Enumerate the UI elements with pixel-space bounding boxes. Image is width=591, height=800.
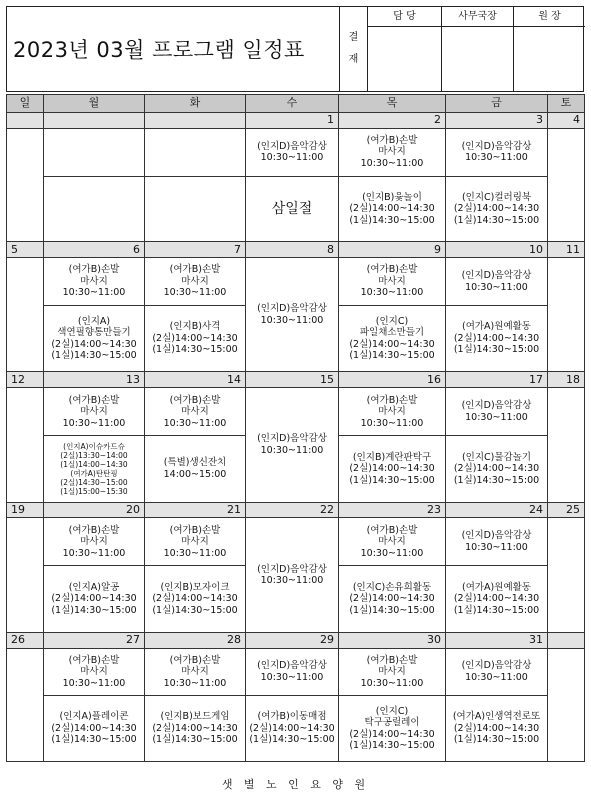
event-text: (여가B)이동매점 (2실)14:00~14:30 (1실)14:30~15:00 xyxy=(249,711,335,746)
approval-column-director xyxy=(514,7,585,91)
day-cell xyxy=(44,306,145,372)
day-cell xyxy=(145,388,246,436)
event-row xyxy=(7,258,585,306)
approval-label-bottom: 재 xyxy=(348,54,359,65)
day-cell xyxy=(446,648,548,696)
event-row xyxy=(7,388,585,436)
event-text: (인지A)이슈카드슈 (2실)13:30~14:00 (1실)14:00~14:30 (여가A)탄탄핑 (2실)14:30~15:00 (1실)15:00~15:30 xyxy=(60,441,128,496)
event-text: 삼일절 xyxy=(271,200,313,217)
day-header: 일 xyxy=(7,95,44,113)
date-cell: 5 xyxy=(7,242,44,258)
event-text: (여가A)인생역전로또 (2실)14:00~14:30 (1실)14:30~15:00 xyxy=(452,711,541,746)
date-row xyxy=(7,112,585,128)
day-cell xyxy=(246,176,339,242)
date-cell xyxy=(44,112,145,128)
day-cell xyxy=(339,696,446,762)
event-text: (인지A)알공 (2실)14:00~14:30 (1실)14:30~15:00 xyxy=(51,581,137,616)
approval-column-label: 담 당 xyxy=(368,7,441,27)
event-text: (여가B)손발 마사지 10:30~11:00 xyxy=(360,394,424,429)
day-header: 토 xyxy=(548,95,585,113)
header-box xyxy=(6,6,584,92)
day-cell xyxy=(339,128,446,176)
date-cell xyxy=(7,112,44,128)
date-row xyxy=(7,372,585,388)
day-cell xyxy=(446,696,548,762)
date-cell: 28 xyxy=(145,632,246,648)
day-header: 목 xyxy=(339,95,446,113)
date-row xyxy=(7,242,585,258)
day-cell xyxy=(145,436,246,502)
date-cell: 22 xyxy=(246,502,339,518)
day-cell xyxy=(246,388,339,502)
event-text: (인지D)음악감상 10:30~11:00 xyxy=(257,303,327,326)
approval-label xyxy=(340,7,368,91)
date-cell xyxy=(548,632,585,648)
date-cell: 31 xyxy=(446,632,548,648)
approval-column-label: 원 장 xyxy=(514,7,585,27)
day-cell xyxy=(548,388,585,502)
event-text: (인지B)모자이크 (2실)14:00~14:30 (1실)14:30~15:00 xyxy=(152,581,238,616)
page-title: 2023년 03월 프로그램 일정표 xyxy=(7,7,340,91)
event-text: (여가B)손발 마사지 10:30~11:00 xyxy=(360,134,424,169)
date-cell: 27 xyxy=(44,632,145,648)
day-cell xyxy=(339,176,446,242)
event-row xyxy=(7,128,585,176)
day-cell xyxy=(145,128,246,176)
event-text: (여가B)손발 마사지 10:30~11:00 xyxy=(163,394,227,429)
day-cell xyxy=(44,128,145,176)
date-cell: 24 xyxy=(446,502,548,518)
event-text: (여가B)손발 마사지 10:30~11:00 xyxy=(62,264,126,299)
event-text: (인지D)음악감상 10:30~11:00 xyxy=(461,400,532,423)
day-cell xyxy=(44,176,145,242)
day-cell xyxy=(145,306,246,372)
event-text: (인지D)음악감상 10:30~11:00 xyxy=(257,563,327,587)
event-text: (인지C)컬러링북 (2실)14:00~14:30 (1실)14:30~15:00 xyxy=(453,191,540,226)
day-cell xyxy=(339,518,446,566)
date-cell: 21 xyxy=(145,502,246,518)
date-cell: 17 xyxy=(446,372,548,388)
day-cell xyxy=(548,518,585,632)
date-cell: 12 xyxy=(7,372,44,388)
event-text: (특별)생신잔치 14:00~15:00 xyxy=(163,457,227,480)
event-text: (인지D)음악감상 10:30~11:00 xyxy=(461,270,532,293)
date-cell: 4 xyxy=(548,112,585,128)
day-cell xyxy=(446,258,548,306)
date-cell: 19 xyxy=(7,502,44,518)
event-text: (인지D)음악감상 10:30~11:00 xyxy=(461,140,532,164)
approval-column-manager xyxy=(442,7,514,91)
event-text: (여가B)손발 마사지 10:30~11:00 xyxy=(163,524,227,559)
event-text: (인지D)음악감상 10:30~11:00 xyxy=(461,530,532,553)
date-cell: 13 xyxy=(44,372,145,388)
event-text: (인지C)물감놀기 (2실)14:00~14:30 (1실)14:30~15:00 xyxy=(453,451,540,486)
day-cell xyxy=(339,258,446,306)
day-cell xyxy=(145,258,246,306)
event-text: (여가B)손발 마사지 10:30~11:00 xyxy=(62,524,126,559)
facility-name: 샛 별 노 인 요 양 원 xyxy=(221,778,370,791)
day-cell xyxy=(44,648,145,696)
date-row xyxy=(7,502,585,518)
day-cell xyxy=(7,388,44,502)
day-cell xyxy=(446,566,548,632)
day-cell xyxy=(7,518,44,632)
day-cell xyxy=(7,128,44,241)
event-text: (여가A)원예활동 (2실)14:00~14:30 (1실)14:30~15:00 xyxy=(453,321,540,356)
day-cell xyxy=(145,176,246,242)
day-cell xyxy=(246,648,339,696)
event-text: (인지A) 색연필향통만들기 (2실)14:00~14:30 (1실)14:30~15:00 xyxy=(51,315,137,362)
event-row xyxy=(7,176,585,242)
date-cell: 11 xyxy=(548,242,585,258)
event-text: (인지C) 파일채소만들기 (2실)14:00~14:30 (1실)14:30~15:00 xyxy=(349,315,435,362)
event-row xyxy=(7,648,585,696)
day-cell xyxy=(145,566,246,632)
date-row xyxy=(7,632,585,648)
day-cell xyxy=(44,436,145,502)
event-text: (인지B)윷놀이 (2실)14:00~14:30 (1실)14:30~15:00 xyxy=(349,191,435,226)
event-text: (여가B)손발 마사지 10:30~11:00 xyxy=(163,264,227,299)
day-cell xyxy=(246,128,339,176)
day-cell xyxy=(246,258,339,372)
event-text: (여가B)손발 마사지 10:30~11:00 xyxy=(360,524,424,559)
day-cell xyxy=(446,388,548,436)
day-cell xyxy=(339,566,446,632)
day-cell xyxy=(145,648,246,696)
day-cell xyxy=(7,648,44,761)
day-cell xyxy=(446,518,548,566)
event-text: (여가B)손발 마사지 10:30~11:00 xyxy=(62,654,126,689)
event-text: (인지D)음악감상 10:30~11:00 xyxy=(257,433,327,456)
calendar-table xyxy=(6,94,585,762)
day-cell xyxy=(145,518,246,566)
date-cell: 18 xyxy=(548,372,585,388)
event-text: (인지B)보드게임 (2실)14:00~14:30 (1실)14:30~15:00 xyxy=(152,711,238,746)
day-cell xyxy=(548,128,585,241)
day-cell xyxy=(446,176,548,242)
day-header-row xyxy=(7,95,585,113)
date-cell: 8 xyxy=(246,242,339,258)
date-cell: 16 xyxy=(339,372,446,388)
event-text: (인지D)음악감상 10:30~11:00 xyxy=(257,660,327,683)
event-text: (인지A)플레이콘 (2실)14:00~14:30 (1실)14:30~15:00 xyxy=(51,711,137,746)
day-cell xyxy=(446,306,548,372)
date-cell: 2 xyxy=(339,112,446,128)
date-cell: 1 xyxy=(246,112,339,128)
day-header: 수 xyxy=(246,95,339,113)
approval-label-top: 결 xyxy=(348,32,359,43)
day-cell xyxy=(246,696,339,762)
day-cell xyxy=(246,518,339,632)
day-cell xyxy=(339,388,446,436)
day-cell xyxy=(44,388,145,436)
day-cell xyxy=(339,648,446,696)
date-cell: 29 xyxy=(246,632,339,648)
day-cell xyxy=(145,696,246,762)
day-header: 화 xyxy=(145,95,246,113)
date-cell: 10 xyxy=(446,242,548,258)
date-cell: 20 xyxy=(44,502,145,518)
event-text: (인지D)음악감상 10:30~11:00 xyxy=(257,140,327,164)
date-cell: 30 xyxy=(339,632,446,648)
day-cell xyxy=(44,518,145,566)
event-text: (여가B)손발 마사지 10:30~11:00 xyxy=(62,394,126,429)
day-cell xyxy=(446,436,548,502)
event-text: (인지D)음악감상 10:30~11:00 xyxy=(461,660,532,683)
event-row xyxy=(7,696,585,762)
day-cell xyxy=(548,648,585,761)
event-text: (인지C)손유희활동 (2실)14:00~14:30 (1실)14:30~15:00 xyxy=(349,581,435,616)
event-text: (인지B)계란판탁구 (2실)14:00~14:30 (1실)14:30~15:00 xyxy=(349,451,435,486)
day-cell xyxy=(446,128,548,176)
date-cell: 14 xyxy=(145,372,246,388)
day-cell xyxy=(339,306,446,372)
date-cell: 3 xyxy=(446,112,548,128)
event-text: (여가B)손발 마사지 10:30~11:00 xyxy=(360,264,424,299)
event-text: (인지B)사격 (2실)14:00~14:30 (1실)14:30~15:00 xyxy=(152,321,238,356)
event-row xyxy=(7,518,585,566)
approval-column-label: 사무국장 xyxy=(442,7,513,27)
day-cell xyxy=(44,258,145,306)
approval-column-staff xyxy=(368,7,442,91)
day-header: 금 xyxy=(446,95,548,113)
day-cell xyxy=(7,258,44,372)
date-cell: 15 xyxy=(246,372,339,388)
event-text: (여가A)원예활동 (2실)14:00~14:30 (1실)14:30~15:00 xyxy=(453,581,540,616)
day-cell xyxy=(44,696,145,762)
day-cell xyxy=(548,258,585,372)
date-cell xyxy=(145,112,246,128)
day-cell xyxy=(339,436,446,502)
day-header: 월 xyxy=(44,95,145,113)
event-text: (여가B)손발 마사지 10:30~11:00 xyxy=(163,654,227,689)
date-cell: 7 xyxy=(145,242,246,258)
date-cell: 23 xyxy=(339,502,446,518)
date-cell: 25 xyxy=(548,502,585,518)
event-text: (여가B)손발 마사지 10:30~11:00 xyxy=(360,654,424,689)
date-cell: 9 xyxy=(339,242,446,258)
date-cell: 26 xyxy=(7,632,44,648)
date-cell: 6 xyxy=(44,242,145,258)
day-cell xyxy=(44,566,145,632)
event-text: (인지C) 탁구공릴레이 (2실)14:00~14:30 (1실)14:30~15:00 xyxy=(349,705,435,752)
